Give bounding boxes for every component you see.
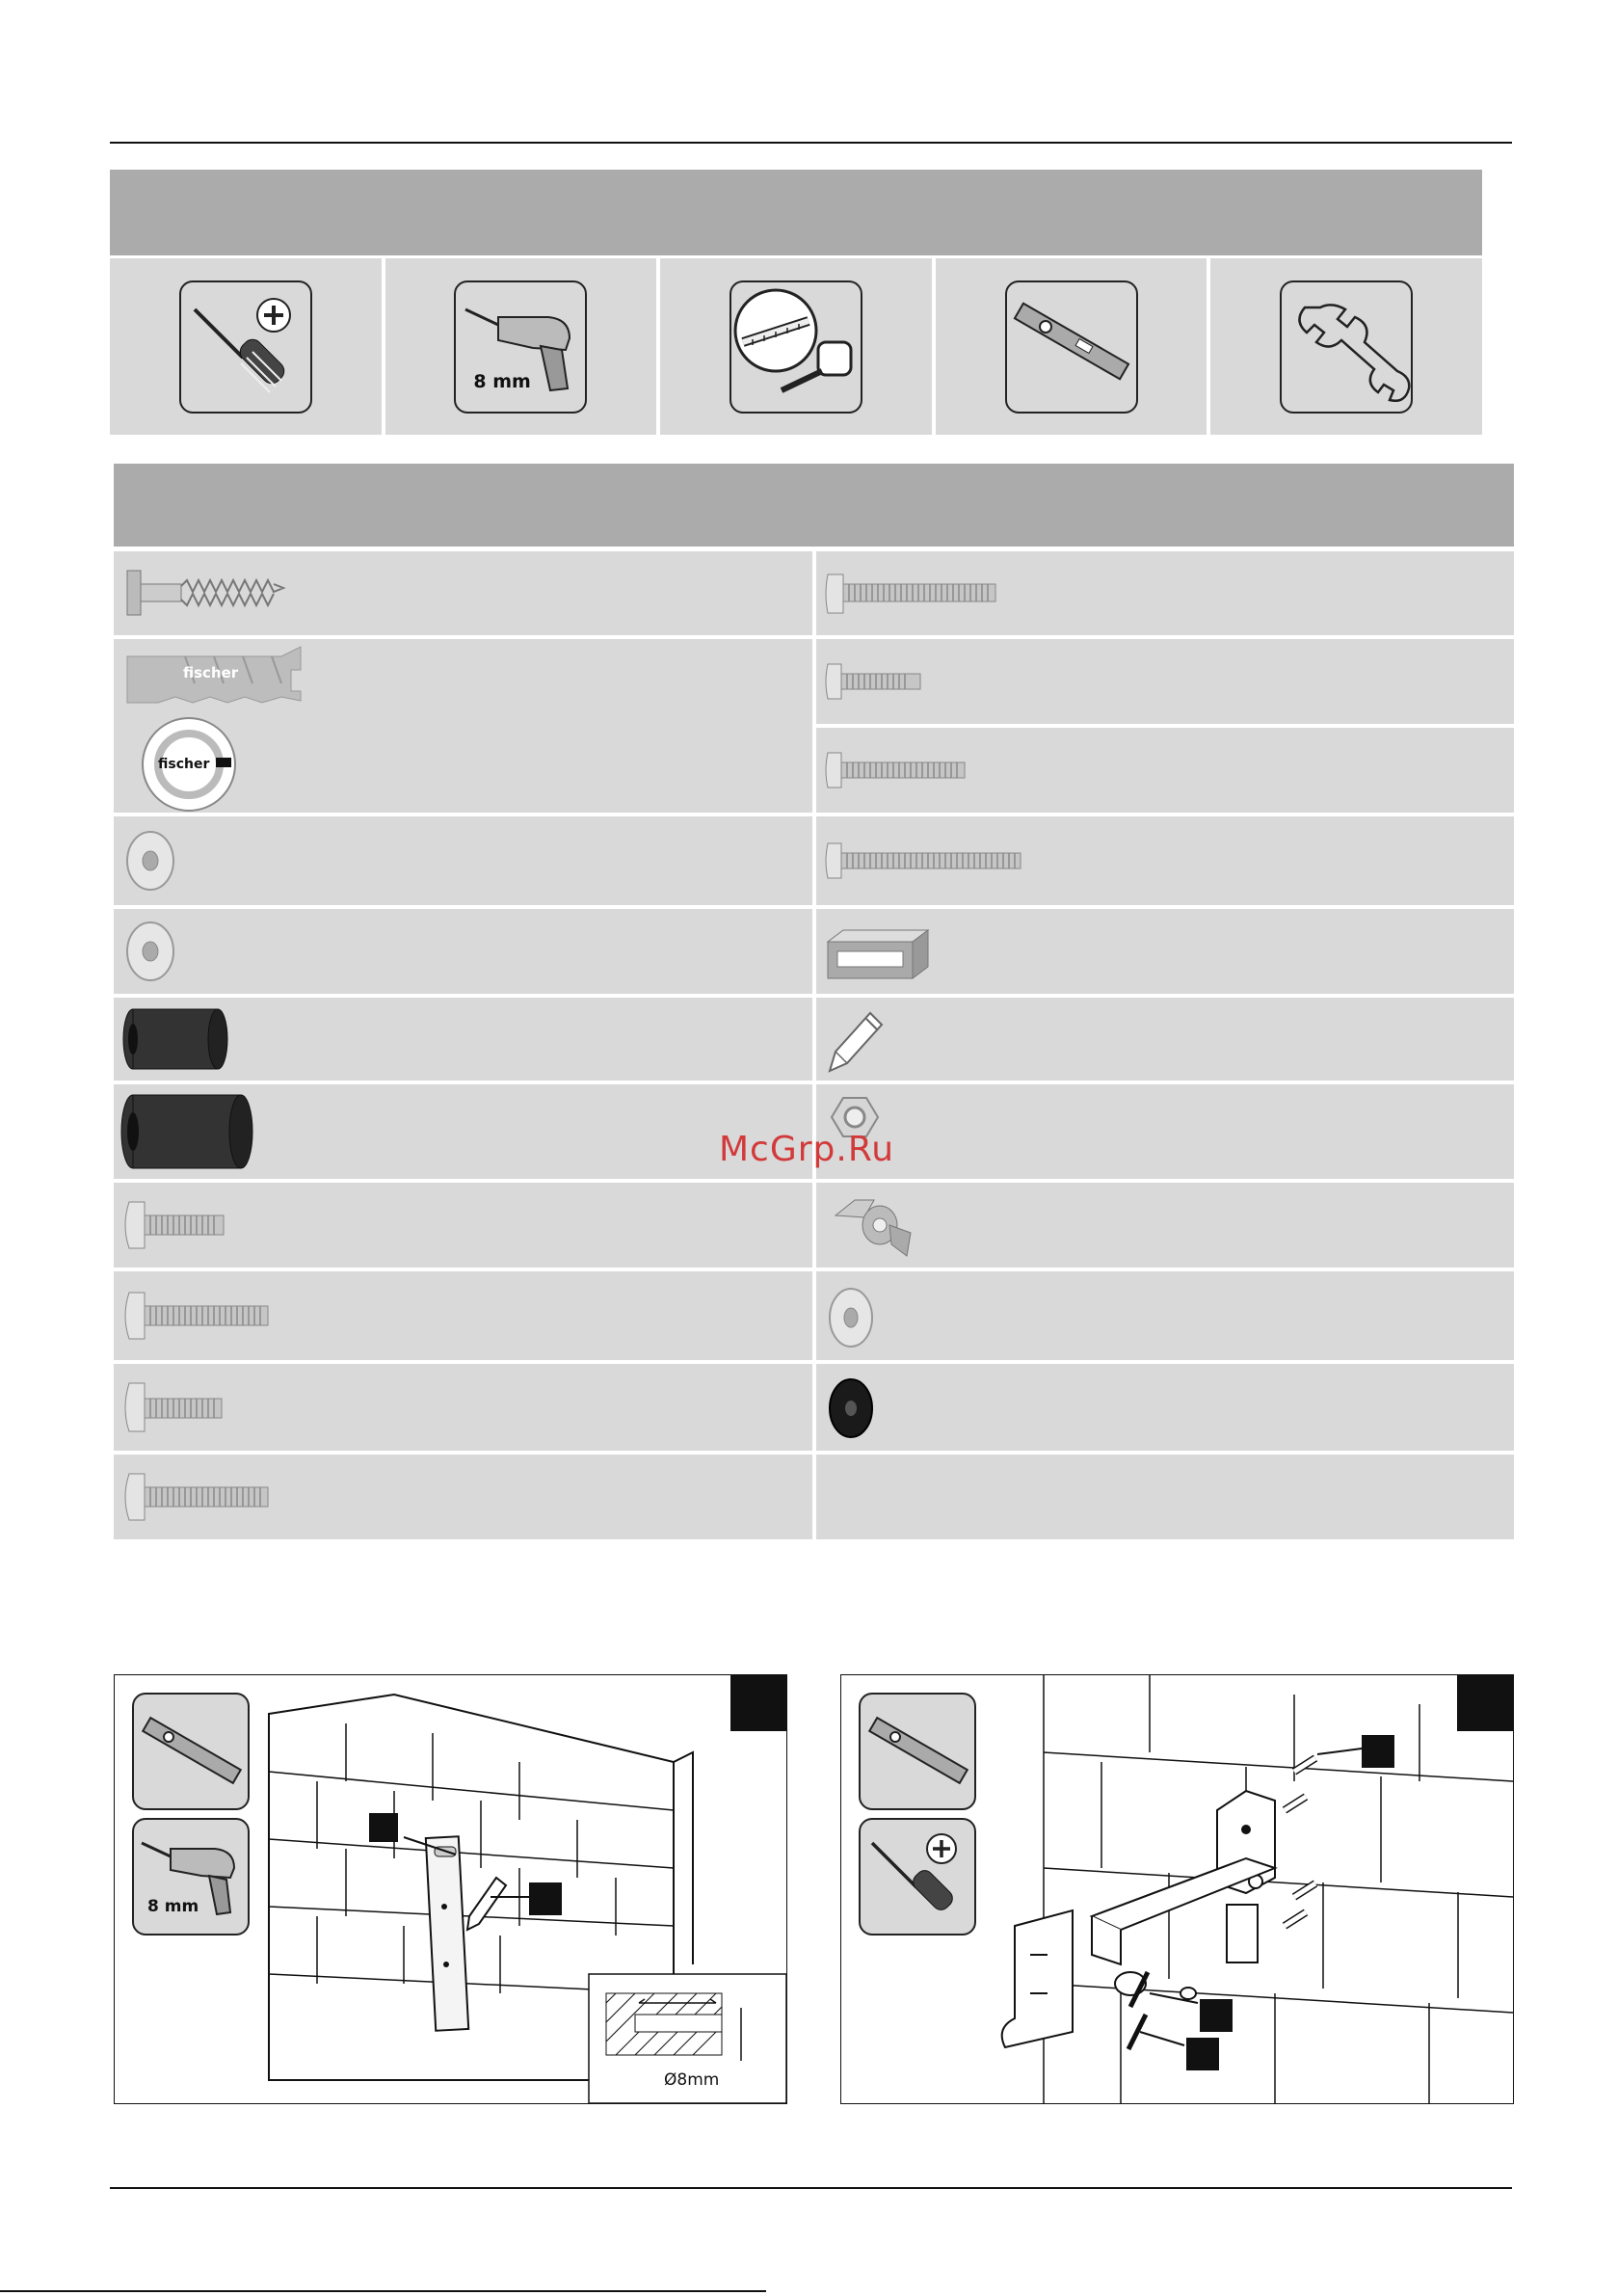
plug-brand-text: fischer [183, 664, 239, 681]
callout-marker-2 [1200, 1999, 1233, 2032]
wall-bracket-drawing [841, 1675, 1513, 2103]
part-empty-cell [816, 1455, 1515, 1539]
drill-icon [454, 280, 587, 414]
part-wall-plug [114, 639, 812, 813]
callout-marker-1 [369, 1813, 398, 1842]
spacer-short-icon [114, 998, 306, 1081]
wall-drawing [115, 1675, 786, 2103]
callout-marker-1 [1362, 1735, 1394, 1768]
part-pencil [816, 998, 1515, 1081]
washer-icon [114, 909, 306, 994]
machine-screw-icon [816, 551, 1105, 635]
screw-short-icon [114, 1364, 326, 1451]
svg-text:fischer: fischer [158, 757, 210, 772]
part-spacer-short [114, 998, 812, 1081]
rubber-washer-icon [816, 1364, 1009, 1451]
callout-marker-2 [529, 1882, 562, 1915]
spacer-block-icon [816, 909, 1009, 994]
spacer-long-icon [114, 1084, 326, 1179]
figure-mark-holes [114, 1674, 787, 2104]
part-hex-nut [816, 1084, 1515, 1179]
tape-measure-icon [729, 280, 862, 414]
tools-header-band [110, 170, 1482, 255]
part-column-right [816, 639, 1515, 813]
screw-long-icon [114, 1271, 355, 1360]
footer-line [0, 2290, 766, 2292]
screw-extra-long-icon [816, 816, 1105, 905]
wing-nut-icon [816, 1183, 1009, 1268]
tools-row [110, 258, 1482, 435]
screw-short-icon [816, 639, 1105, 724]
parts-header-band [114, 464, 1514, 547]
lag-bolt-icon [114, 551, 403, 635]
tool-cell-drill [385, 258, 657, 435]
part-rubber-washer [816, 1364, 1515, 1451]
washer-icon [114, 816, 306, 905]
bottom-rule [110, 2187, 1512, 2189]
part-screw-short-a [816, 639, 1515, 724]
screw-long-icon [114, 1455, 355, 1539]
part-screw-extra-long [816, 816, 1515, 905]
drill-size-label: 8 mm [147, 1897, 199, 1916]
watermark-text: McGrp.Ru [719, 1130, 895, 1169]
wall-plug-icon [114, 639, 364, 813]
washer-icon [816, 1271, 1009, 1360]
figure-mount-bracket [840, 1674, 1514, 2104]
tool-cell-level [936, 258, 1207, 435]
spirit-level-icon [1005, 280, 1138, 414]
part-spacer-block [816, 909, 1515, 994]
part-screw-short-c [114, 1364, 812, 1451]
parts-grid [114, 551, 1514, 1543]
part-machine-screw [816, 551, 1515, 635]
part-washer-b [114, 909, 812, 994]
tool-cell-screwdriver [110, 258, 382, 435]
part-washer-c [816, 1271, 1515, 1360]
part-wing-nut [816, 1183, 1515, 1268]
wrench-icon [1280, 280, 1413, 414]
part-screw-short-b [114, 1183, 812, 1268]
part-screw-long-b [114, 1455, 812, 1539]
callout-marker-3 [1186, 2038, 1219, 2070]
tool-cell-wrench [1210, 258, 1482, 435]
fischer-safety-inside-seal-icon [143, 718, 235, 811]
screw-medium-icon [816, 728, 1105, 813]
phillips-screwdriver-icon [179, 280, 312, 414]
hole-diameter-label: Ø8mm [664, 2070, 720, 2090]
part-screw-medium [816, 728, 1515, 813]
pencil-icon [816, 998, 1009, 1081]
tool-cell-tape [660, 258, 932, 435]
part-screw-long-a [114, 1271, 812, 1360]
part-washer-a [114, 816, 812, 905]
screw-short-icon [114, 1183, 326, 1268]
part-spacer-long [114, 1084, 812, 1179]
part-lag-bolt [114, 551, 812, 635]
drill-size-label: 8 mm [473, 370, 531, 392]
top-rule [110, 142, 1512, 144]
